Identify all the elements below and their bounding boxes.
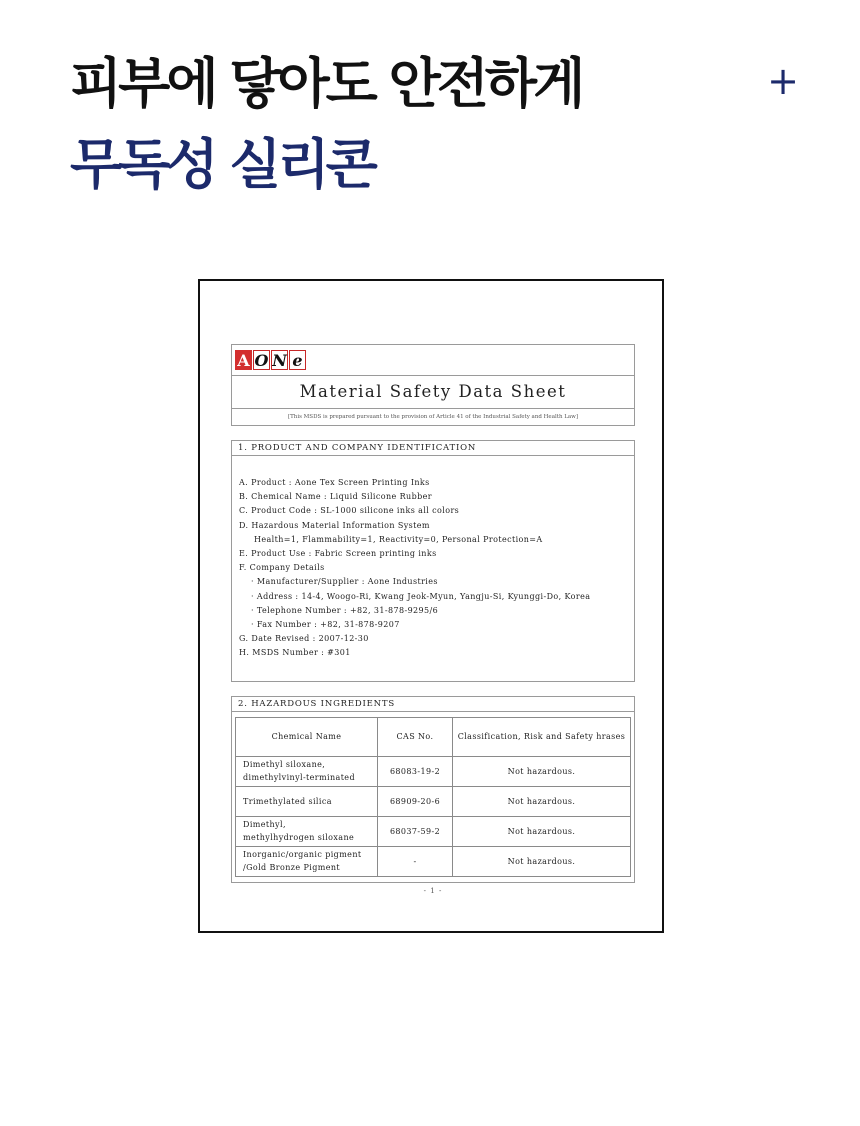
chemical-name-text: methylhydrogen siloxane bbox=[243, 833, 355, 843]
msds-sheet bbox=[231, 344, 635, 895]
chemical-name-cell bbox=[236, 756, 378, 786]
section-hazardous-ingredients bbox=[231, 696, 635, 883]
msds-title: Material Safety Data Sheet bbox=[232, 376, 634, 409]
logo-row bbox=[232, 345, 634, 376]
logo-letter-e: e bbox=[289, 350, 306, 370]
page-number: - 1 - bbox=[423, 886, 443, 895]
classification-cell: Not hazardous. bbox=[453, 816, 631, 846]
section-2-body bbox=[232, 712, 634, 882]
chemical-name-line: B. Chemical Name : Liquid Silicone Rubber bbox=[239, 492, 432, 502]
classification-cell: Not hazardous. bbox=[453, 846, 631, 876]
table-header-row bbox=[236, 717, 631, 756]
section-product-identification bbox=[231, 440, 635, 682]
section-1-heading: 1. PRODUCT AND COMPANY IDENTIFICATION bbox=[232, 441, 634, 456]
classification-cell: Not hazardous. bbox=[453, 756, 631, 786]
column-header-classification: Classification, Risk and Safety hrases bbox=[453, 717, 631, 756]
section-1-body bbox=[232, 456, 634, 681]
chemical-name-text: Trimethylated silica bbox=[243, 796, 332, 806]
msds-header bbox=[231, 344, 635, 426]
chemical-name-text: Dimethyl, bbox=[243, 820, 286, 830]
cas-number-cell: 68083-19-2 bbox=[378, 756, 453, 786]
msds-document-image bbox=[198, 279, 664, 933]
cas-number-cell: 68037-59-2 bbox=[378, 816, 453, 846]
table-row bbox=[236, 756, 631, 786]
company-details-line: F. Company Details bbox=[239, 563, 325, 573]
chemical-name-cell bbox=[236, 846, 378, 876]
section-2-heading: 2. HAZARDOUS INGREDIENTS bbox=[232, 697, 634, 712]
chemical-name-text: Inorganic/organic pigment bbox=[243, 850, 362, 860]
ingredients-table bbox=[235, 717, 631, 877]
aone-logo bbox=[235, 349, 307, 371]
table-row bbox=[236, 786, 631, 816]
hmis-line: D. Hazardous Material Information System bbox=[239, 520, 430, 530]
chemical-name-text: dimethylvinyl-terminated bbox=[243, 773, 355, 783]
chemical-name-cell bbox=[236, 786, 378, 816]
telephone-line: · Telephone Number : +82, 31-878-9295/6 bbox=[251, 605, 439, 615]
table-row bbox=[236, 816, 631, 846]
cas-number-cell: - bbox=[378, 846, 453, 876]
msds-subtitle: [This MSDS is prepared pursuant to the provision of Article 41 of the Industrial Safety and Health Law] bbox=[287, 414, 579, 420]
fax-line: · Fax Number : +82, 31-878-9207 bbox=[251, 620, 400, 630]
logo-letter-n: N bbox=[272, 351, 287, 370]
hmis-ratings-line: Health=1, Flammability=1, Reactivity=0, Personal Protection=A bbox=[254, 534, 543, 544]
date-revised-line: G. Date Revised : 2007-12-30 bbox=[239, 634, 369, 644]
chemical-name-text: /Gold Bronze Pigment bbox=[243, 863, 341, 873]
manufacturer-line: · Manufacturer/Supplier : Aone Industries bbox=[251, 577, 438, 587]
logo-letter-a: A bbox=[235, 350, 252, 370]
product-code-line: C. Product Code : SL-1000 silicone inks all colors bbox=[239, 506, 460, 516]
expand-plus-button[interactable]: + bbox=[762, 60, 804, 102]
chemical-name-cell bbox=[236, 816, 378, 846]
address-line: · Address : 14-4, Woogo-Ri, Kwang Jeok-Myun, Yangju-Si, Kyunggi-Do, Korea bbox=[251, 591, 591, 601]
column-header-cas-no: CAS No. bbox=[378, 717, 453, 756]
product-use-line: E. Product Use : Fabric Screen printing inks bbox=[239, 549, 437, 559]
cas-number-cell: 68909-20-6 bbox=[378, 786, 453, 816]
logo-letter-o: O bbox=[254, 351, 269, 370]
column-header-chemical-name: Chemical Name bbox=[236, 717, 378, 756]
msds-number-line: H. MSDS Number : #301 bbox=[239, 648, 351, 658]
classification-cell: Not hazardous. bbox=[453, 786, 631, 816]
headline-line-2: 무독성 실리콘 bbox=[70, 133, 374, 196]
chemical-name-text: Dimethyl siloxane, bbox=[243, 760, 326, 770]
headline-line-1: 피부에 닿아도 안전하게 bbox=[70, 52, 582, 115]
table-row bbox=[236, 846, 631, 876]
product-line: A. Product : Aone Tex Screen Printing Inks bbox=[239, 478, 430, 487]
